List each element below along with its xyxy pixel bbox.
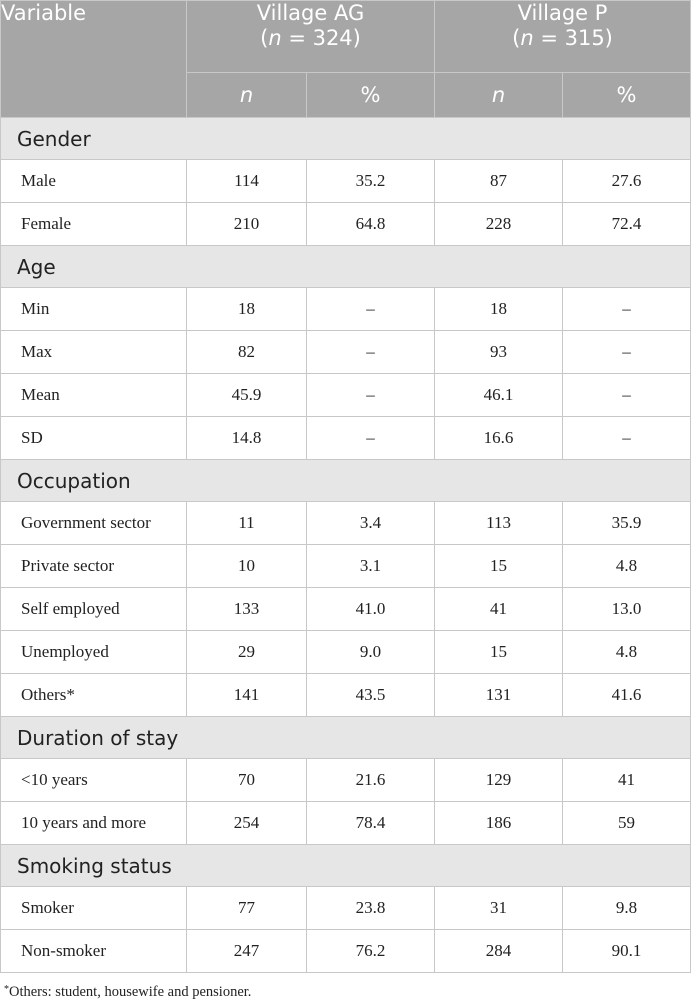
cell-value: 4.8	[563, 631, 691, 674]
row-label: Government sector	[1, 502, 187, 545]
cell-value: 35.2	[307, 160, 435, 203]
cell-value: 18	[435, 288, 563, 331]
subheader-n: n	[435, 73, 563, 118]
cell-value: 9.8	[563, 887, 691, 930]
section-row	[1, 460, 691, 502]
row-label: Unemployed	[1, 631, 187, 674]
cell-value: 70	[187, 759, 307, 802]
group-size: (n = 315)	[512, 26, 613, 50]
cell-value: 23.8	[307, 887, 435, 930]
cell-value: 3.4	[307, 502, 435, 545]
table-row	[1, 502, 691, 545]
cell-value: 16.6	[435, 417, 563, 460]
table-row	[1, 288, 691, 331]
cell-value: 29	[187, 631, 307, 674]
table-row	[1, 930, 691, 973]
cell-value: 11	[187, 502, 307, 545]
cell-value: 72.4	[563, 203, 691, 246]
table-row	[1, 160, 691, 203]
row-label: Mean	[1, 374, 187, 417]
cell-value: –	[563, 331, 691, 374]
cell-value: 3.1	[307, 545, 435, 588]
cell-value: 10	[187, 545, 307, 588]
cell-value: 59	[563, 802, 691, 845]
cell-value: 41.6	[563, 674, 691, 717]
cell-value: 247	[187, 930, 307, 973]
cell-value: 35.9	[563, 502, 691, 545]
cell-value: 129	[435, 759, 563, 802]
table-row	[1, 331, 691, 374]
subheader-percent: %	[563, 73, 691, 118]
table-row	[1, 631, 691, 674]
section-row	[1, 845, 691, 887]
footnote-marker: *	[4, 984, 9, 995]
cell-value: –	[307, 417, 435, 460]
cell-value: 4.8	[563, 545, 691, 588]
row-label: Male	[1, 160, 187, 203]
cell-value: 9.0	[307, 631, 435, 674]
cell-value: 78.4	[307, 802, 435, 845]
row-label: <10 years	[1, 759, 187, 802]
variable-header: Variable	[1, 1, 187, 118]
section-title: Gender	[1, 118, 691, 160]
cell-value: 210	[187, 203, 307, 246]
group-size: (n = 324)	[260, 26, 361, 50]
cell-value: 254	[187, 802, 307, 845]
table-row	[1, 887, 691, 930]
section-title: Age	[1, 246, 691, 288]
cell-value: 77	[187, 887, 307, 930]
cell-value: –	[307, 374, 435, 417]
row-label: 10 years and more	[1, 802, 187, 845]
cell-value: –	[563, 288, 691, 331]
cell-value: –	[563, 417, 691, 460]
cell-value: 41.0	[307, 588, 435, 631]
cell-value: 21.6	[307, 759, 435, 802]
group-header-village-p	[435, 1, 691, 73]
row-label: Max	[1, 331, 187, 374]
cell-value: 131	[435, 674, 563, 717]
cell-value: 114	[187, 160, 307, 203]
group-name: Village AG	[256, 1, 365, 25]
cell-value: 133	[187, 588, 307, 631]
cell-value: 228	[435, 203, 563, 246]
cell-value: 18	[187, 288, 307, 331]
cell-value: 90.1	[563, 930, 691, 973]
cell-value: 64.8	[307, 203, 435, 246]
cell-value: 15	[435, 631, 563, 674]
header-row-groups	[1, 1, 691, 73]
subheader-n: n	[187, 73, 307, 118]
table-row	[1, 203, 691, 246]
section-title: Occupation	[1, 460, 691, 502]
cell-value: 13.0	[563, 588, 691, 631]
subheader-percent: %	[307, 73, 435, 118]
cell-value: 284	[435, 930, 563, 973]
cell-value: 41	[563, 759, 691, 802]
group-name: Village P	[517, 1, 608, 25]
cell-value: –	[307, 288, 435, 331]
cell-value: 113	[435, 502, 563, 545]
table-row	[1, 802, 691, 845]
cell-value: 46.1	[435, 374, 563, 417]
row-label: Others*	[1, 674, 187, 717]
row-label: SD	[1, 417, 187, 460]
row-label: Non-smoker	[1, 930, 187, 973]
section-title: Duration of stay	[1, 717, 691, 759]
row-label: Smoker	[1, 887, 187, 930]
section-title: Smoking status	[1, 845, 691, 887]
section-row	[1, 118, 691, 160]
row-label: Self employed	[1, 588, 187, 631]
table-row	[1, 417, 691, 460]
table-row	[1, 674, 691, 717]
row-label: Private sector	[1, 545, 187, 588]
table-row	[1, 545, 691, 588]
cell-value: –	[563, 374, 691, 417]
section-row	[1, 246, 691, 288]
cell-value: 43.5	[307, 674, 435, 717]
cell-value: 82	[187, 331, 307, 374]
table-row	[1, 759, 691, 802]
cell-value: 27.6	[563, 160, 691, 203]
row-label: Min	[1, 288, 187, 331]
table-row	[1, 588, 691, 631]
cell-value: 41	[435, 588, 563, 631]
section-row	[1, 717, 691, 759]
table-body	[1, 118, 691, 973]
footnote-text: Others: student, housewife and pensioner.	[9, 984, 252, 1000]
group-header-village-ag	[187, 1, 435, 73]
cell-value: 45.9	[187, 374, 307, 417]
cell-value: 14.8	[187, 417, 307, 460]
cell-value: 31	[435, 887, 563, 930]
cell-value: 93	[435, 331, 563, 374]
cell-value: 87	[435, 160, 563, 203]
cell-value: 15	[435, 545, 563, 588]
cell-value: –	[307, 331, 435, 374]
cell-value: 186	[435, 802, 563, 845]
footnote	[4, 984, 251, 1001]
row-label: Female	[1, 203, 187, 246]
cell-value: 141	[187, 674, 307, 717]
table-row	[1, 374, 691, 417]
cell-value: 76.2	[307, 930, 435, 973]
